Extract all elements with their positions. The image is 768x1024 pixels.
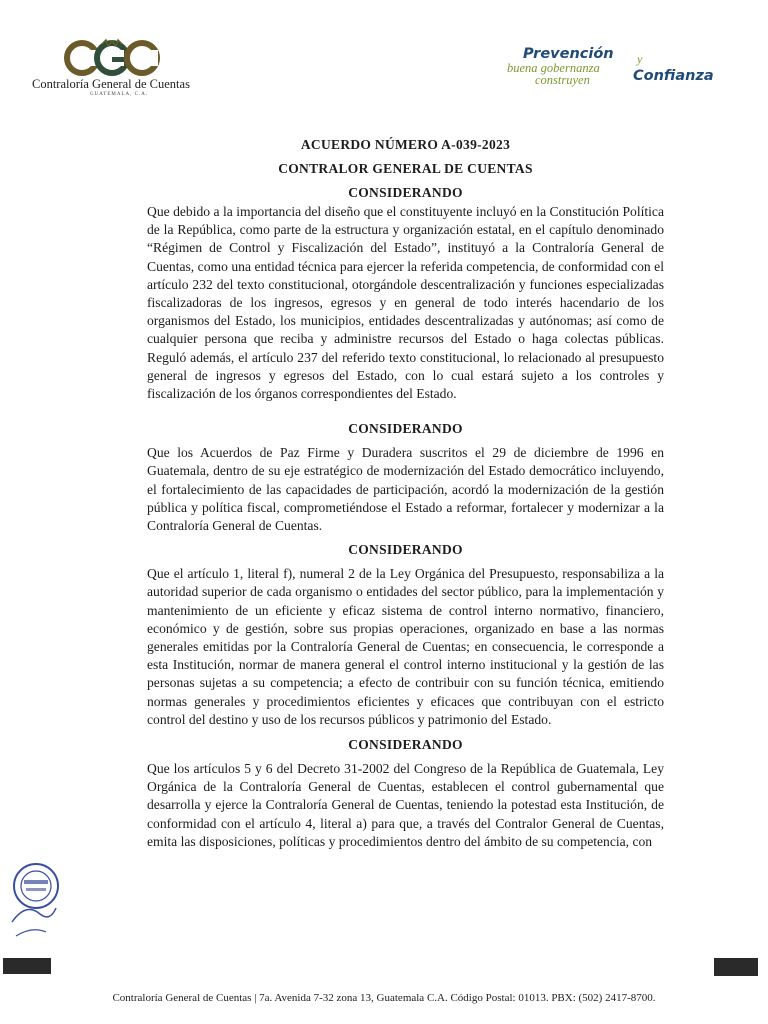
slogan-line-3: construyen xyxy=(535,73,590,87)
section-heading: CONSIDERANDO xyxy=(348,542,463,558)
cgc-monogram-icon xyxy=(62,38,162,76)
section-heading: CONSIDERANDO xyxy=(348,421,463,437)
section-paragraph: Que el artículo 1, literal f), numeral 2 de la Ley Orgánica del Presupuesto, responsabiliza a la autoridad superior de cada organismo o entidades del sector público, para la implementación y mantenimiento de un eficiente y eficaz sistema de control interno normativo, financiero, económico y de gestión, sobre sus propias operaciones, organizado en base a las normas generales emitidas por la Contraloría General de Cuentas; en consecuencia, le corresponde a esta Institución, normar de manera general el control interno institucional y la gestión de las personas sujetas a su competencia; a efecto de contribuir con su función técnica, emitiendo normas generales y procedimientos eficientes y eficaces que contribuyan con el estricto control del destino y uso de los recursos públicos y patrimonio del Estado. xyxy=(147,566,664,727)
section-paragraph: Que los artículos 5 y 6 del Decreto 31-2002 del Congreso de la República de Guatemala, Ley Orgánica de la Contraloría General de Cuentas, establecen el control gubernamental que desarrolla y ejerce la Contraloría General de Cuentas, teniendo la potestad esta Institución, de conformidad con el artículo 4, literal a) para que, a través del Contralor General de Cuentas, emita las disposiciones, políticas y procedimientos dentro del ámbito de su competencia, con xyxy=(147,761,664,849)
section-paragraph: Que los Acuerdos de Paz Firme y Duradera suscritos el 29 de diciembre de 1996 en Guatemala, dentro de su eje estratégico de modernización del Estado democrático incluyendo, el fortalecimiento de las capacidades de participación, acordó la modernización de la gestión pública y política fiscal, comprometiéndose el Estado a reformar, fortalecer y modernizar a la Contraloría General de Cuentas. xyxy=(147,445,664,534)
scan-margin-mark xyxy=(3,958,51,974)
logo-institution-name: Contraloría General de Cuentas xyxy=(32,77,190,91)
slogan-word-prevencion: Prevención xyxy=(523,46,614,62)
cgc-logo xyxy=(30,38,210,100)
section-heading: CONSIDERANDO xyxy=(348,185,463,200)
slogan-conjunction: y xyxy=(637,52,643,66)
page-footer: Contraloría General de Cuentas | 7a. Avenida 7-32 zona 13, Guatemala C.A. Código Postal: 01013. PBX: (502) 2417-8700. xyxy=(112,992,656,1004)
scan-margin-mark xyxy=(714,958,758,976)
slogan-line-2: buena gobernanza xyxy=(507,61,600,75)
document-body xyxy=(147,134,664,851)
official-seal-icon xyxy=(6,852,64,944)
slogan-word-confianza: Confianza xyxy=(633,68,714,84)
section-paragraph: Que debido a la importancia del diseño que el constituyente incluyó en la Constitución Política de la República, como parte de la estructura y organización estatal, en el capítulo denominado “Régimen de Control y Fiscalización del Estado”, instituyó a la Contraloría General de Cuentas, como una entidad técnica para ejercer la referida competencia, de conformidad con el artículo 232 del texto constitucional, otorgándole descentralización y funciones especializadas fiscalizadoras de los ingresos, egresos y en general de todo interés hacendario de los organismos del Estado, los municipios, entidades descentralizadas y autónomas; así como de cualquier persona que reciba y administre recursos del Estado o haga colectas públicas. Reguló además, el artículo 237 del referido texto constitucional, lo relacionado al presupuesto general de ingresos y egresos del Estado, con lo cual estará sujeto a los controles y fiscalización de los órganos correspondientes del Estado. xyxy=(147,204,664,402)
logo-location: GUATEMALA, C.A. xyxy=(90,92,149,97)
section-heading: CONSIDERANDO xyxy=(348,737,463,753)
document-title: ACUERDO NÚMERO A-039-2023 xyxy=(300,137,511,152)
slogan-logo xyxy=(505,44,745,92)
document-subtitle: CONTRALOR GENERAL DE CUENTAS xyxy=(278,161,533,176)
